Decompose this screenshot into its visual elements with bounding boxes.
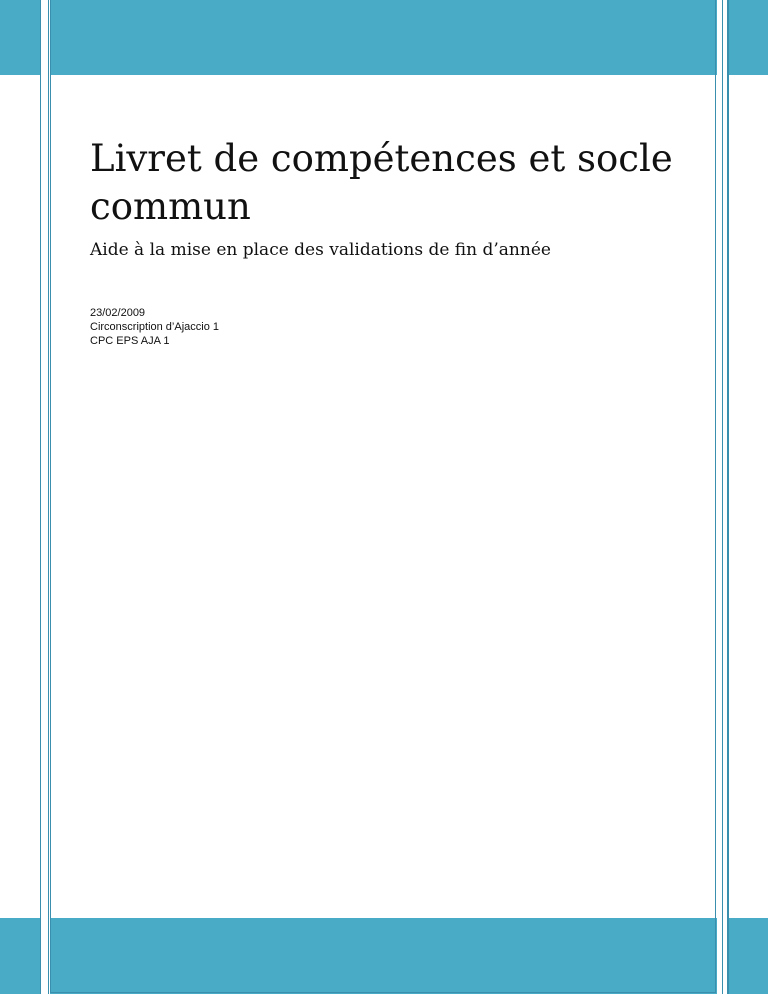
document-date: 23/02/2009 — [90, 307, 146, 319]
right-accent-column — [728, 0, 768, 994]
left-bottom-block — [0, 918, 40, 994]
document-meta — [90, 306, 219, 348]
document-author: CPC EPS AJA 1 — [90, 335, 170, 347]
left-top-block — [0, 0, 40, 75]
left-accent-column — [0, 0, 41, 994]
left-thin-stripe — [42, 0, 49, 994]
document-subtitle: Aide à la mise en place des validations de fin d’année — [90, 240, 551, 260]
document-title: Livret de compétences et socle commun — [90, 137, 673, 228]
document-circonscription: Circonscription d’Ajaccio 1 — [90, 321, 219, 333]
